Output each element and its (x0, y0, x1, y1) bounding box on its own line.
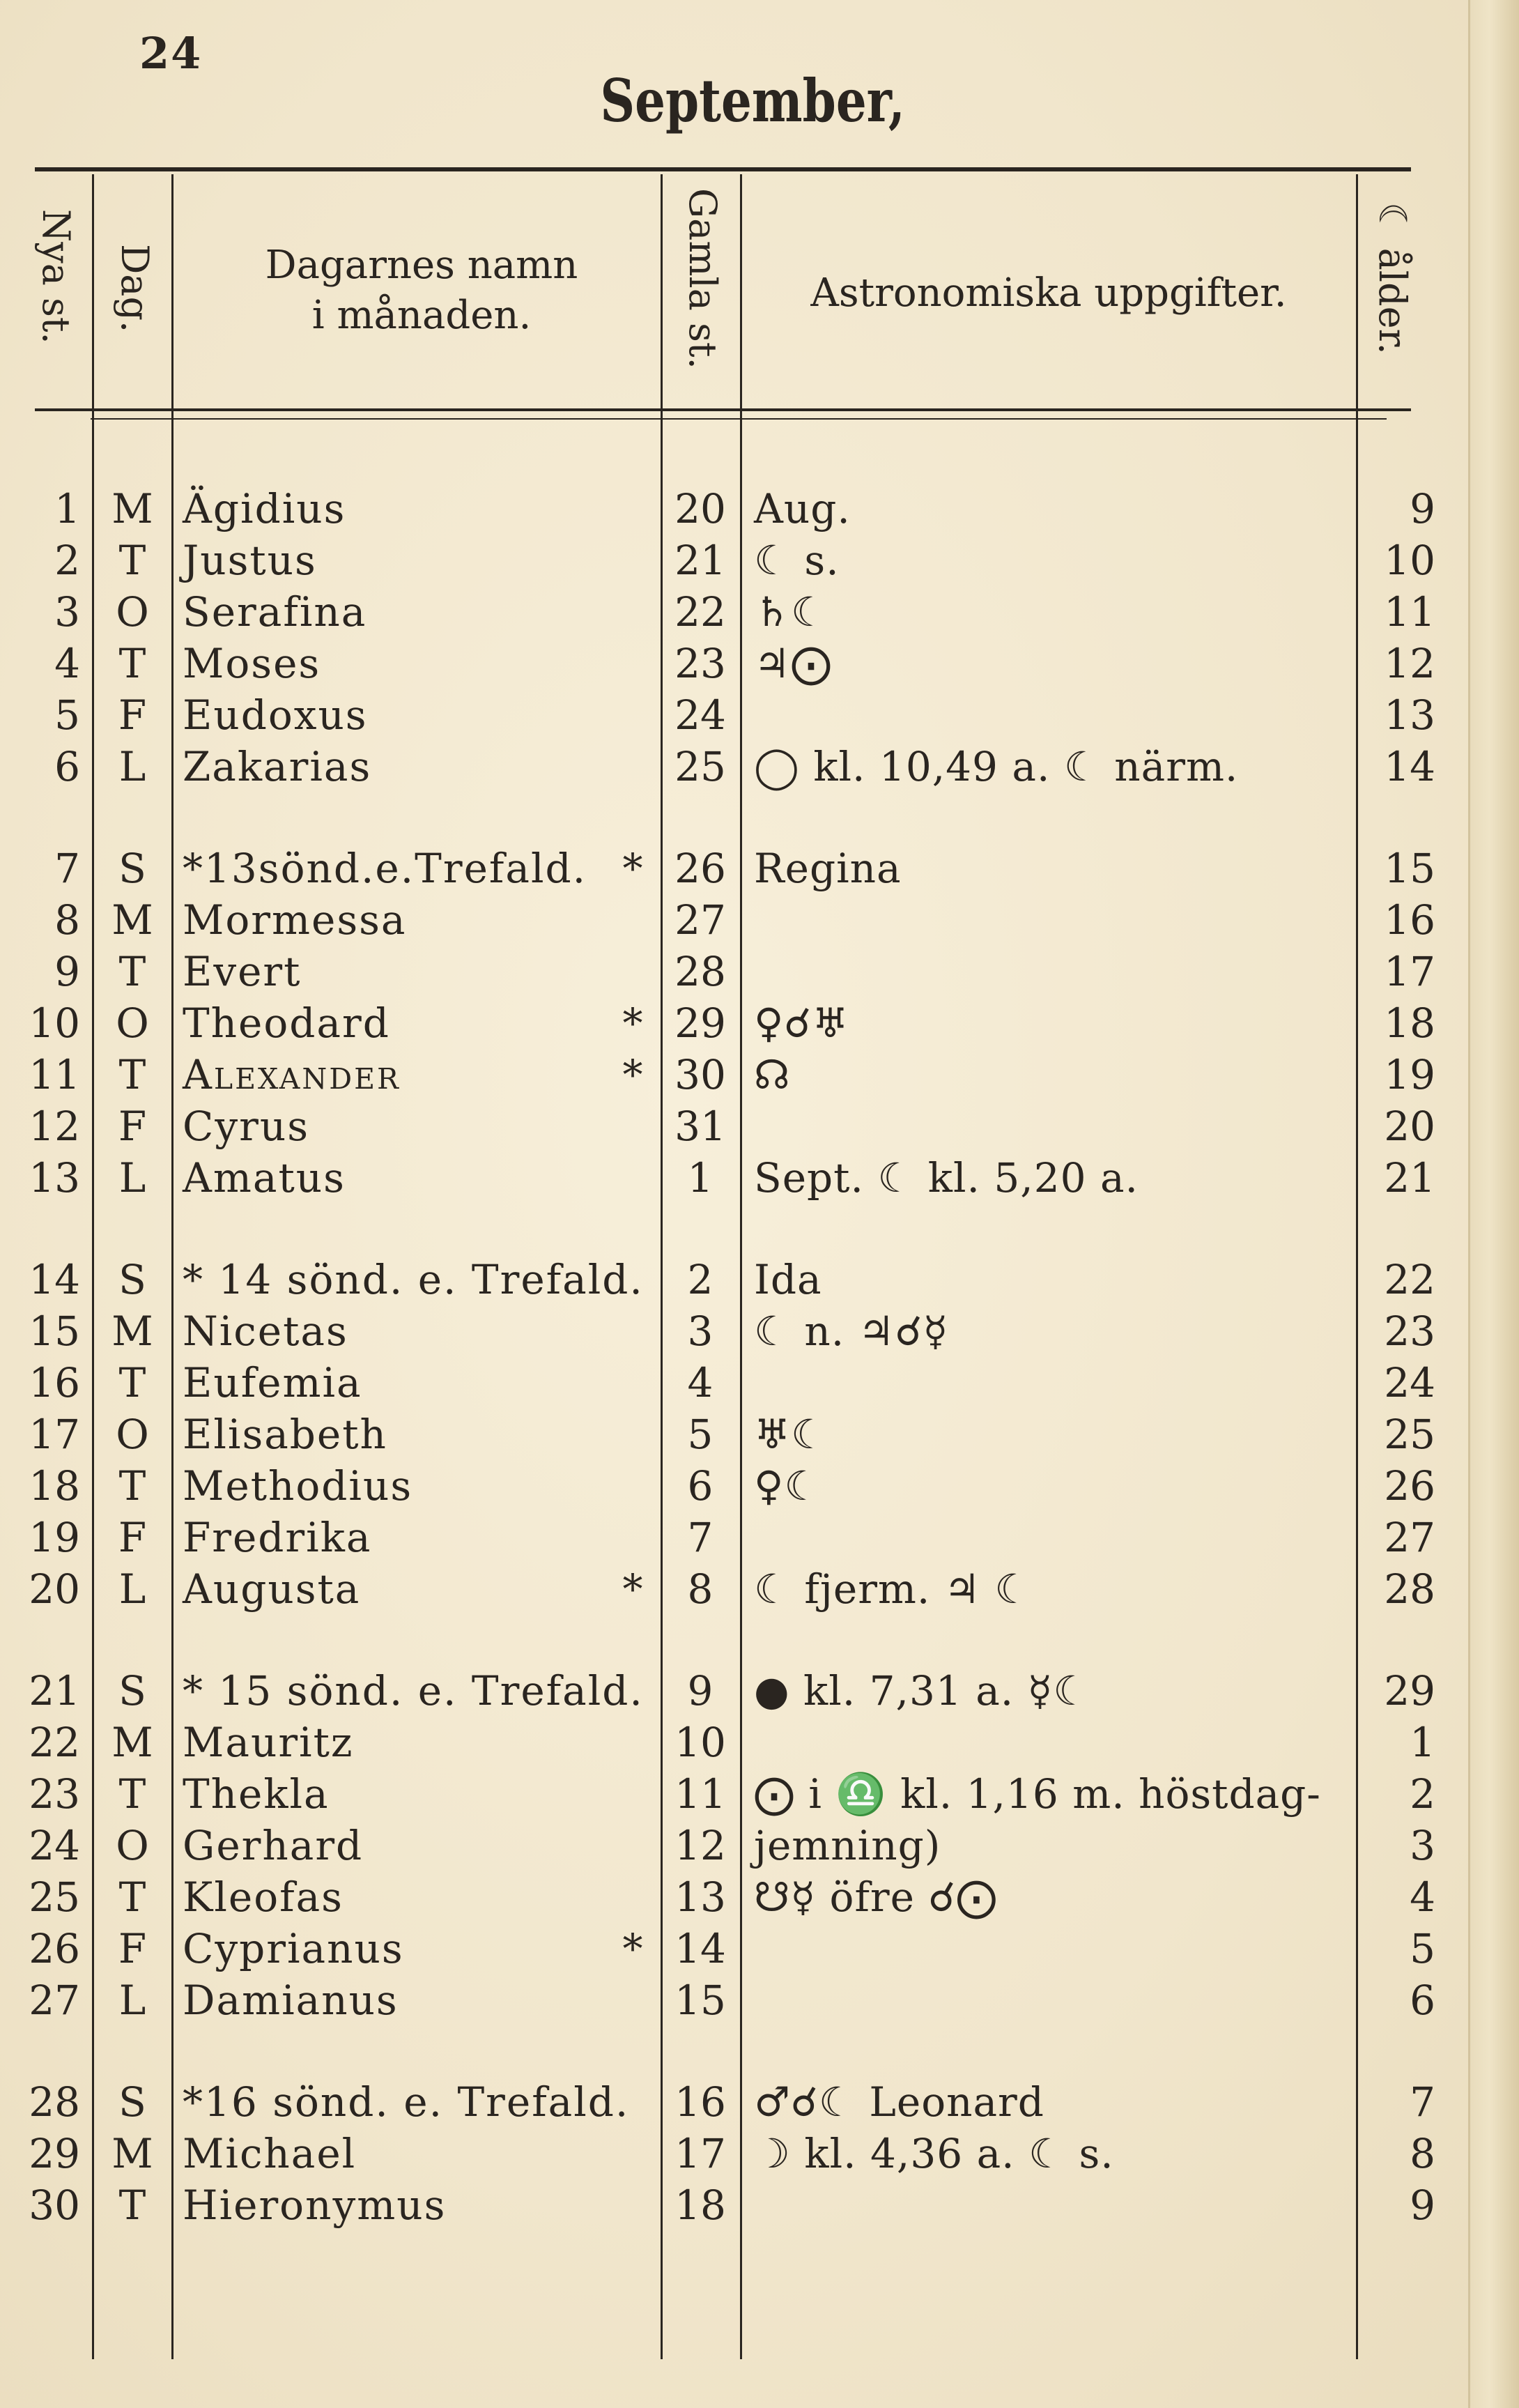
gamla-st-cell: 24 (674, 691, 726, 739)
nya-st-cell: 27 (29, 1977, 80, 2024)
moon-age-cell: 3 (1410, 1822, 1435, 1869)
weekday-cell: M (111, 2130, 153, 2177)
day-row (0, 2076, 1463, 2128)
day-row (0, 1563, 1463, 1615)
moon-age-cell: 7 (1410, 2078, 1435, 2126)
gamla-st-cell: 29 (674, 999, 726, 1047)
moon-age-cell: 13 (1384, 691, 1435, 739)
astro-cell: ☾ n. ♃☌☿ (754, 1307, 949, 1355)
name-cell: Alexander (183, 1051, 401, 1098)
weekday-cell: S (118, 845, 146, 892)
weekday-cell: M (111, 1719, 153, 1766)
day-row (0, 689, 1463, 741)
moon-age-cell: 20 (1384, 1103, 1435, 1150)
day-row (0, 1152, 1463, 1204)
weekday-cell: F (118, 1514, 147, 1561)
day-row (0, 1409, 1463, 1460)
gamla-st-cell: 2 (687, 1256, 714, 1303)
moon-age-cell: 23 (1384, 1307, 1435, 1355)
name-cell: Amatus (183, 1154, 346, 1202)
astro-cell: ☾ s. (754, 537, 840, 584)
astro-cell: ♄☾ (754, 588, 828, 636)
gamla-st-cell: 4 (687, 1359, 714, 1406)
name-cell: Thekla (183, 1770, 330, 1818)
gamla-st-cell: 15 (674, 1977, 726, 2024)
gamla-st-cell: 28 (674, 948, 726, 995)
star-mark: * (622, 845, 643, 892)
star-mark: * (622, 1925, 643, 1972)
name-cell: Michael (183, 2130, 357, 2177)
moon-age-cell: 21 (1384, 1154, 1435, 1202)
astro-cell: Regina (754, 845, 902, 892)
gamla-st-cell: 18 (674, 2181, 726, 2229)
name-cell: Mormessa (183, 896, 407, 944)
weekday-cell: F (118, 1925, 147, 1972)
nya-st-cell: 2 (54, 537, 80, 584)
page-number: 24 (139, 28, 203, 79)
nya-st-cell: 6 (54, 743, 80, 790)
nya-st-cell: 30 (29, 2181, 80, 2229)
star-mark: * (622, 1051, 643, 1098)
star-mark: * (622, 999, 643, 1047)
day-row (0, 1871, 1463, 1923)
moon-age-cell: 9 (1410, 2181, 1435, 2229)
nya-st-cell: 8 (54, 896, 80, 944)
nya-st-cell: 18 (29, 1462, 80, 1510)
gamla-st-cell: 22 (674, 588, 726, 636)
gamla-st-cell: 13 (674, 1873, 726, 1921)
moon-age-cell: 4 (1410, 1873, 1435, 1921)
name-cell: Serafina (183, 588, 367, 636)
gamla-st-cell: 16 (674, 2078, 726, 2126)
astro-cell: ♀☾ (754, 1462, 822, 1510)
day-row (0, 1717, 1463, 1768)
page-edge (1468, 0, 1519, 2408)
name-cell: Fredrika (183, 1514, 372, 1561)
gamla-st-cell: 3 (687, 1307, 714, 1355)
weekday-cell: T (118, 2181, 146, 2229)
moon-age-cell: 29 (1384, 1667, 1435, 1715)
moon-age-cell: 2 (1410, 1770, 1435, 1818)
gamla-st-cell: 17 (674, 2130, 726, 2177)
moon-age-cell: 12 (1384, 640, 1435, 687)
header-bottom-rule (35, 408, 1411, 411)
day-row (0, 2128, 1463, 2179)
nya-st-cell: 5 (54, 691, 80, 739)
weekday-cell: O (116, 1411, 149, 1458)
header-dag: Dag. (113, 244, 157, 333)
weekday-cell: T (118, 537, 146, 584)
nya-st-cell: 19 (29, 1514, 80, 1561)
weekday-cell: T (118, 1462, 146, 1510)
gamla-st-cell: 23 (674, 640, 726, 687)
day-row (0, 1768, 1463, 1820)
moon-age-cell: 16 (1384, 896, 1435, 944)
name-cell: Damianus (183, 1977, 399, 2024)
nya-st-cell: 10 (29, 999, 80, 1047)
astro-cell: ♂☌☾ Leonard (754, 2078, 1044, 2126)
gamla-st-cell: 5 (687, 1411, 714, 1458)
weekday-cell: M (111, 1307, 153, 1355)
nya-st-cell: 15 (29, 1307, 80, 1355)
weekday-cell: S (118, 1256, 146, 1303)
day-row (0, 2179, 1463, 2231)
header-namn-line1: Dagarnes namn (265, 243, 578, 288)
header-gamla-st: Gamla st. (681, 188, 725, 369)
day-row (0, 1460, 1463, 1512)
nya-st-cell: 13 (29, 1154, 80, 1202)
nya-st-cell: 12 (29, 1103, 80, 1150)
moon-age-cell: 10 (1384, 537, 1435, 584)
nya-st-cell: 9 (54, 948, 80, 995)
day-row (0, 946, 1463, 997)
day-row (0, 1254, 1463, 1305)
moon-age-cell: 6 (1410, 1977, 1435, 2024)
weekday-cell: T (118, 640, 146, 687)
name-cell: *16 sönd. e. Trefald. (183, 2078, 630, 2126)
day-row (0, 1357, 1463, 1409)
name-cell: Ägidius (183, 485, 346, 532)
astro-cell: ☋☿ öfre ☌⨀ (754, 1873, 998, 1921)
header-astro: Astronomiska uppgifter. (810, 270, 1287, 316)
weekday-cell: S (118, 2078, 146, 2126)
astro-cell: ☊ (754, 1051, 791, 1098)
nya-st-cell: 22 (29, 1719, 80, 1766)
name-cell: Mauritz (183, 1719, 354, 1766)
moon-age-cell: 25 (1384, 1411, 1435, 1458)
nya-st-cell: 20 (29, 1565, 80, 1613)
astro-cell: Aug. (754, 485, 851, 532)
moon-age-cell: 19 (1384, 1051, 1435, 1098)
gamla-st-cell: 20 (674, 485, 726, 532)
day-row (0, 535, 1463, 586)
nya-st-cell: 11 (29, 1051, 80, 1098)
name-cell: Evert (183, 948, 302, 995)
weekday-cell: O (116, 999, 149, 1047)
nya-st-cell: 16 (29, 1359, 80, 1406)
day-row (0, 741, 1463, 792)
astro-cell: ◯ kl. 10,49 a. ☾ närm. (754, 743, 1239, 790)
weekday-cell: L (118, 743, 146, 790)
name-cell: Eufemia (183, 1359, 362, 1406)
name-cell: Zakarias (183, 743, 372, 790)
nya-st-cell: 24 (29, 1822, 80, 1869)
nya-st-cell: 23 (29, 1770, 80, 1818)
astro-cell: ♀☌♅ (754, 999, 849, 1047)
gamla-st-cell: 9 (687, 1667, 714, 1715)
name-cell: Elisabeth (183, 1411, 387, 1458)
name-cell: Cyrus (183, 1103, 309, 1150)
header-alder: ☾ ålder. (1371, 202, 1414, 355)
gamla-st-cell: 26 (674, 845, 726, 892)
name-cell: * 14 sönd. e. Trefald. (183, 1256, 644, 1303)
moon-age-cell: 9 (1410, 485, 1435, 532)
day-row (0, 1665, 1463, 1717)
header-nya-st: Nya st. (34, 209, 78, 344)
moon-age-cell: 28 (1384, 1565, 1435, 1613)
header-top-rule (35, 167, 1411, 171)
day-row (0, 1820, 1463, 1871)
astro-cell: Ida (754, 1256, 822, 1303)
name-cell: *13sönd.e.Trefald. (183, 845, 587, 892)
day-row (0, 483, 1463, 535)
nya-st-cell: 3 (54, 588, 80, 636)
nya-st-cell: 1 (54, 485, 80, 532)
header-namn-line2: i månaden. (311, 292, 532, 338)
astro-cell: Sept. ☾ kl. 5,20 a. (754, 1154, 1139, 1202)
nya-st-cell: 21 (29, 1667, 80, 1715)
nya-st-cell: 26 (29, 1925, 80, 1972)
day-row (0, 1974, 1463, 2026)
weekday-cell: T (118, 948, 146, 995)
gamla-st-cell: 12 (674, 1822, 726, 1869)
day-row (0, 1101, 1463, 1152)
nya-st-cell: 29 (29, 2130, 80, 2177)
weekday-cell: L (118, 1565, 146, 1613)
nya-st-cell: 14 (29, 1256, 80, 1303)
name-cell: Theodard (183, 999, 390, 1047)
day-row (0, 843, 1463, 894)
nya-st-cell: 7 (54, 845, 80, 892)
gamla-st-cell: 10 (674, 1719, 726, 1766)
moon-age-cell: 8 (1410, 2130, 1435, 2177)
name-cell: Methodius (183, 1462, 413, 1510)
nya-st-cell: 28 (29, 2078, 80, 2126)
moon-age-cell: 1 (1410, 1719, 1435, 1766)
weekday-cell: M (111, 896, 153, 944)
astro-cell: ● kl. 7,31 a. ☿☾ (754, 1667, 1090, 1715)
name-cell: Eudoxus (183, 691, 368, 739)
month-title: September, (600, 66, 905, 135)
astro-cell: ⨀ i ♎ kl. 1,16 m. höstdag- (754, 1770, 1321, 1818)
moon-age-cell: 15 (1384, 845, 1435, 892)
name-cell: Justus (183, 537, 317, 584)
weekday-cell: F (118, 691, 147, 739)
astro-cell: ♅☾ (754, 1411, 828, 1458)
gamla-st-cell: 30 (674, 1051, 726, 1098)
weekday-cell: L (118, 1154, 146, 1202)
weekday-cell: M (111, 485, 153, 532)
weekday-cell: T (118, 1359, 146, 1406)
gamla-st-cell: 11 (674, 1770, 726, 1818)
moon-age-cell: 5 (1410, 1925, 1435, 1972)
header-namn (209, 240, 634, 340)
weekday-cell: O (116, 588, 149, 636)
gamla-st-cell: 7 (687, 1514, 714, 1561)
name-cell: * 15 sönd. e. Trefald. (183, 1667, 644, 1715)
name-cell: Moses (183, 640, 321, 687)
astro-cell: ☾ fjerm. ♃ ☾ (754, 1565, 1032, 1613)
day-row (0, 1049, 1463, 1101)
gamla-st-cell: 8 (687, 1565, 714, 1613)
day-row (0, 997, 1463, 1049)
moon-age-cell: 14 (1384, 743, 1435, 790)
moon-age-cell: 27 (1384, 1514, 1435, 1561)
name-cell: Nicetas (183, 1307, 348, 1355)
gamla-st-cell: 25 (674, 743, 726, 790)
astro-cell: ☽ kl. 4,36 a. ☾ s. (754, 2130, 1114, 2177)
moon-age-cell: 24 (1384, 1359, 1435, 1406)
weekday-cell: S (118, 1667, 146, 1715)
gamla-st-cell: 6 (687, 1462, 714, 1510)
weekday-cell: F (118, 1103, 147, 1150)
moon-age-cell: 26 (1384, 1462, 1435, 1510)
gamla-st-cell: 31 (674, 1103, 726, 1150)
gamla-st-cell: 1 (687, 1154, 714, 1202)
body-top-rule (91, 418, 1387, 420)
day-row (0, 586, 1463, 638)
day-row (0, 1512, 1463, 1563)
weekday-cell: O (116, 1822, 149, 1869)
nya-st-cell: 17 (29, 1411, 80, 1458)
nya-st-cell: 25 (29, 1873, 80, 1921)
astro-cell: ♃⨀ (754, 640, 832, 687)
nya-st-cell: 4 (54, 640, 80, 687)
moon-age-cell: 22 (1384, 1256, 1435, 1303)
day-row (0, 638, 1463, 689)
name-cell: Cyprianus (183, 1925, 404, 1972)
weekday-cell: T (118, 1873, 146, 1921)
name-cell: Gerhard (183, 1822, 364, 1869)
day-row (0, 1923, 1463, 1974)
name-cell: Augusta (183, 1565, 361, 1613)
gamla-st-cell: 27 (674, 896, 726, 944)
moon-age-cell: 18 (1384, 999, 1435, 1047)
name-cell: Kleofas (183, 1873, 344, 1921)
moon-age-cell: 17 (1384, 948, 1435, 995)
day-row (0, 894, 1463, 946)
star-mark: * (622, 1565, 643, 1613)
gamla-st-cell: 21 (674, 537, 726, 584)
weekday-cell: T (118, 1051, 146, 1098)
name-cell: Hieronymus (183, 2181, 447, 2229)
moon-age-cell: 11 (1384, 588, 1435, 636)
gamla-st-cell: 14 (674, 1925, 726, 1972)
day-row (0, 1305, 1463, 1357)
weekday-cell: T (118, 1770, 146, 1818)
astro-cell: jemning) (754, 1822, 941, 1869)
weekday-cell: L (118, 1977, 146, 2024)
